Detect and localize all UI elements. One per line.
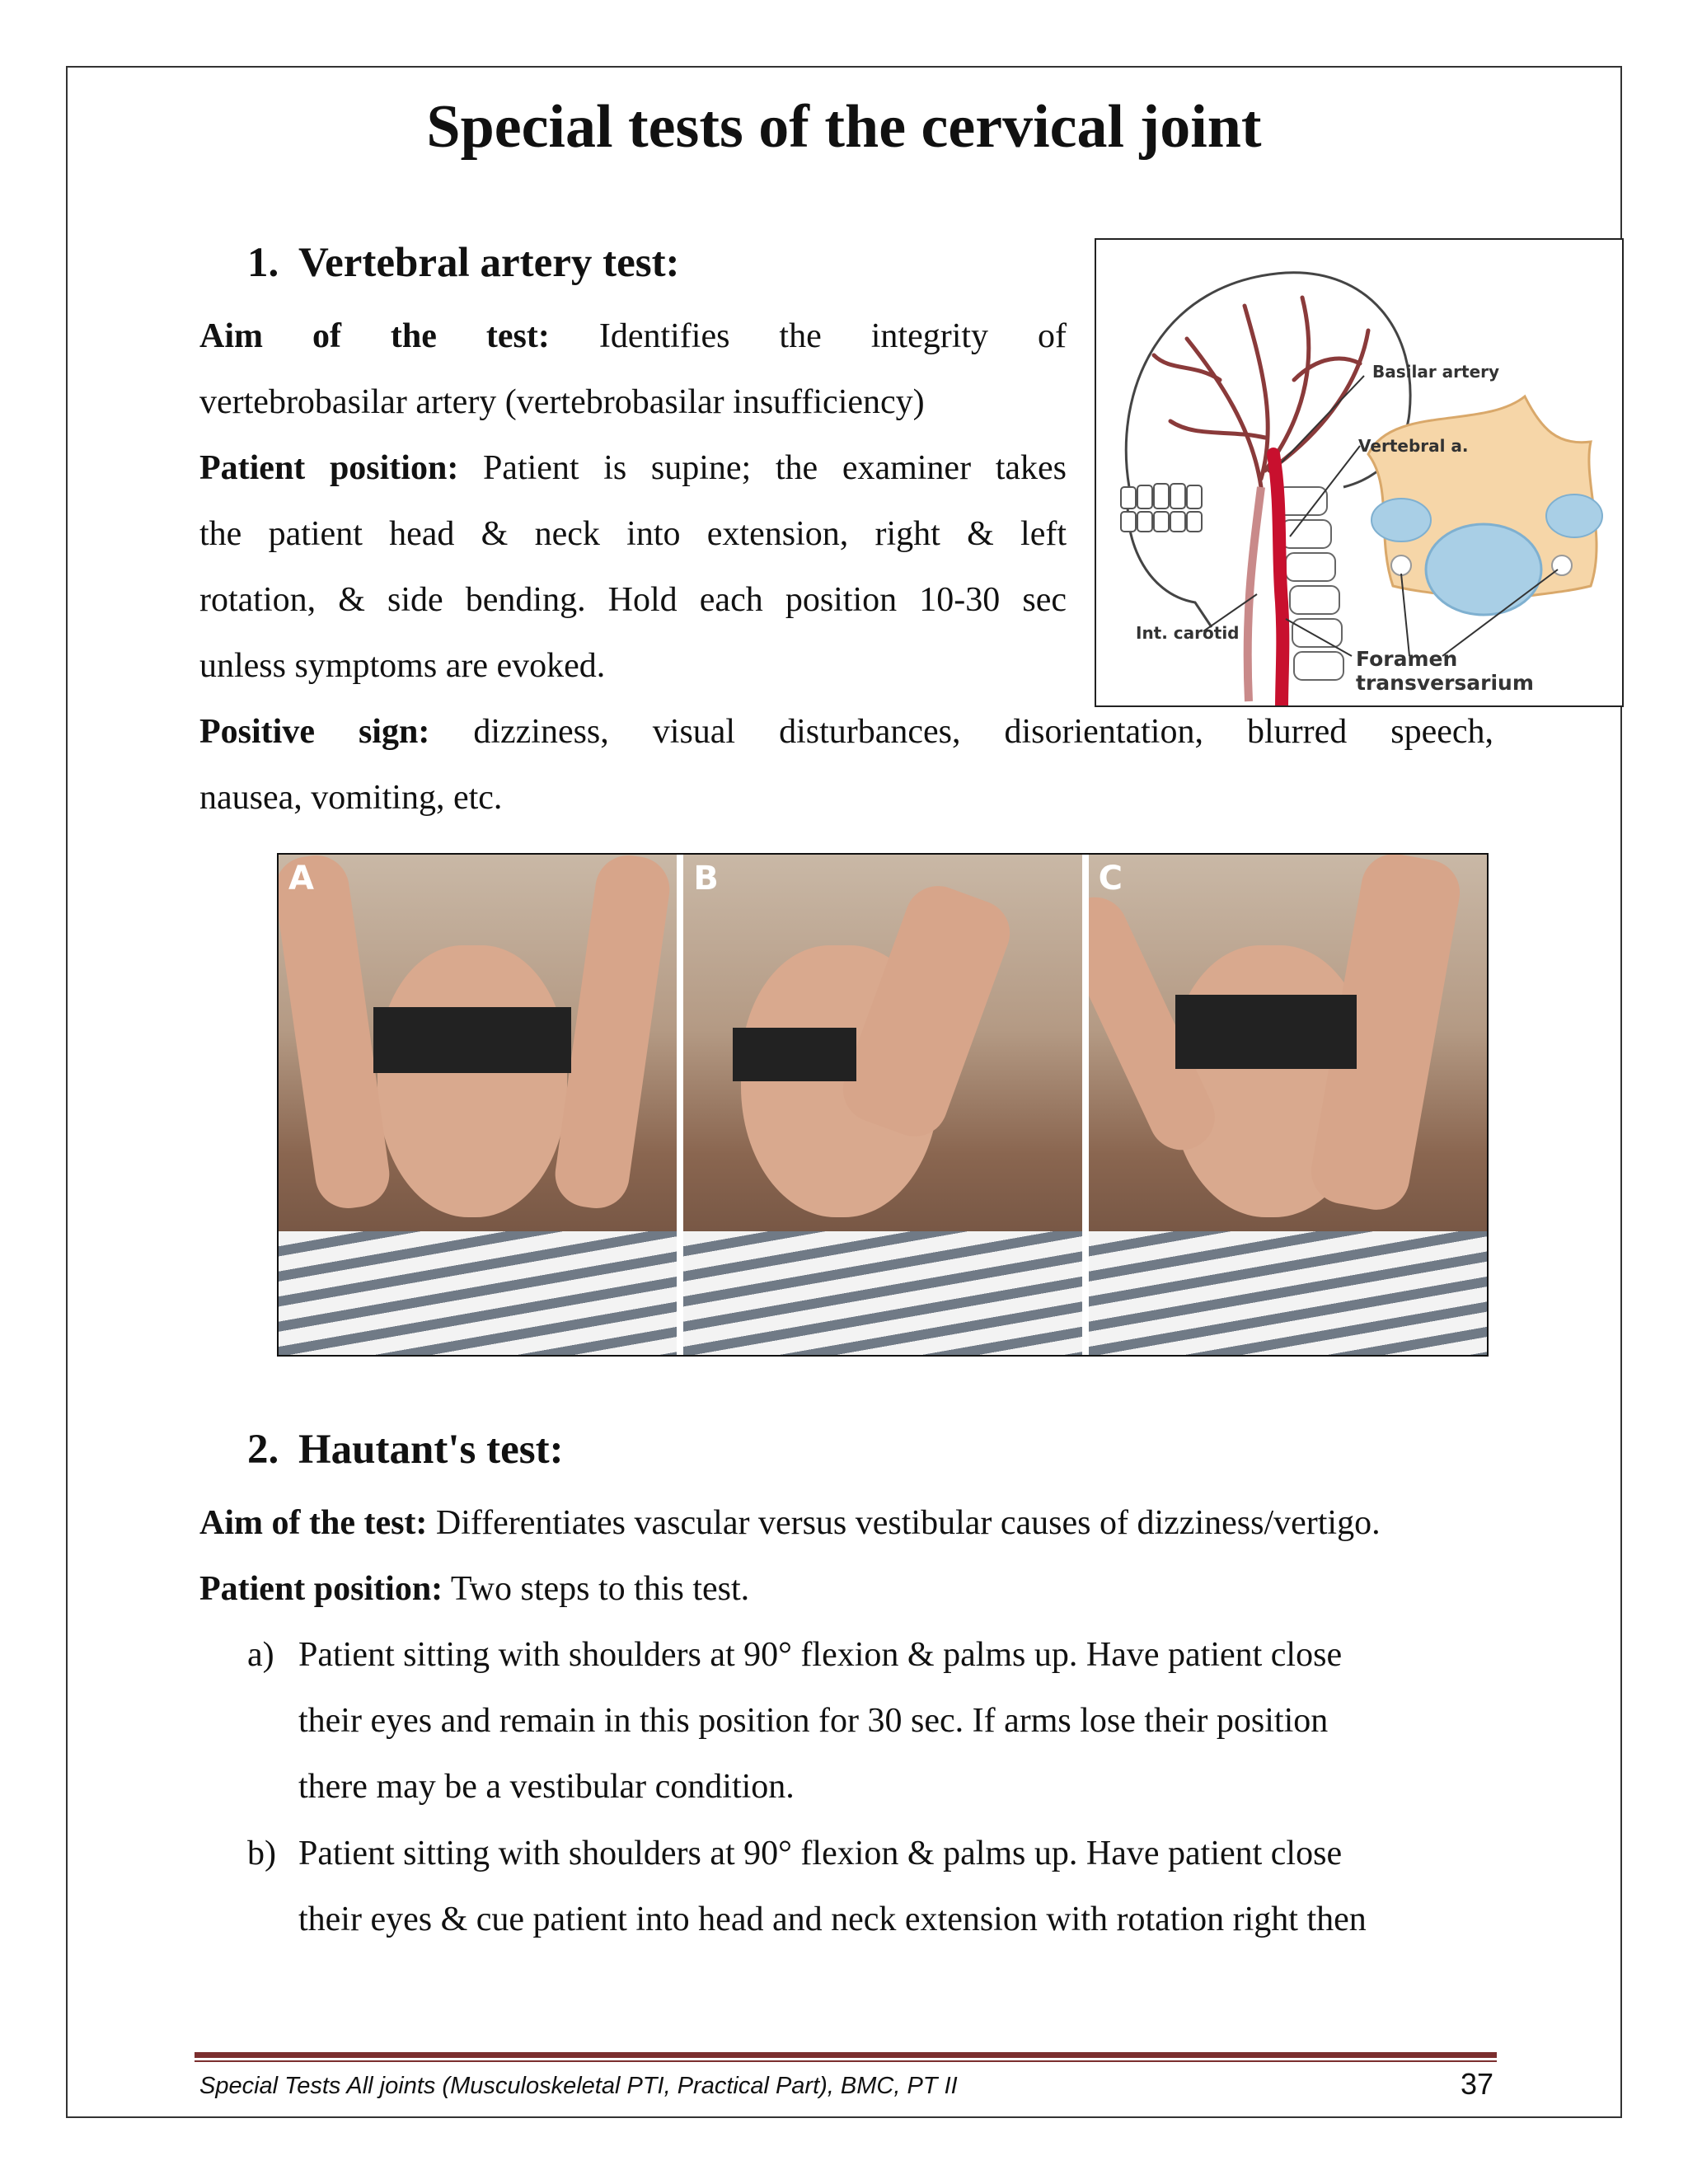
- photo-c: [1089, 855, 1487, 1355]
- patient-face: [377, 945, 567, 1217]
- step-line: there may be a vestibular condition.: [298, 1768, 795, 1806]
- label-vertebral-artery: Vertebral a.: [1358, 436, 1469, 456]
- list-marker: b): [247, 1835, 276, 1872]
- positive-sign-line2: nausea, vomiting, etc.: [199, 779, 503, 817]
- aim-paragraph-line1: [199, 303, 1067, 370]
- footer-rule: [195, 2052, 1497, 2058]
- step-a: [247, 1622, 1502, 1820]
- position-paragraph-line1: [199, 435, 1067, 502]
- hautant-aim: [199, 1490, 1535, 1557]
- step-line: Patient sitting with shoulders at 90° flexion & palms up. Have patient close: [298, 1636, 1343, 1674]
- positive-text: dizziness, visual disturbances, disorientation, blurred speech,: [473, 713, 1494, 751]
- position-text: Patient is supine; the examiner takes: [482, 449, 1067, 487]
- label-foramen-transversarium: Foramen transversarium: [1356, 647, 1534, 695]
- label-basilar-artery: Basilar artery: [1372, 362, 1500, 382]
- position-text: Two steps to this test.: [450, 1570, 750, 1608]
- position-paragraph-line3: rotation, & side bending. Hold each position 10-30 sec: [199, 581, 1067, 619]
- section-heading-vertebral-artery: [247, 239, 680, 287]
- aim-label: Aim of the test:: [199, 317, 550, 355]
- photo-label-b: B: [693, 860, 719, 898]
- aim-paragraph-line2: vertebrobasilar artery (vertebrobasilar insufficiency): [199, 383, 925, 421]
- footer-rule-thin: [195, 2060, 1497, 2062]
- patient-shirt: [279, 1231, 677, 1355]
- aim-label: Aim of the test:: [199, 1504, 428, 1542]
- footer-text: Special Tests All joints (Musculoskeletal PTI, Practical Part), BMC, PT II: [199, 2073, 958, 2099]
- step-line: their eyes & cue patient into head and neck extension with rotation right then: [298, 1900, 1367, 1938]
- position-label: Patient position:: [199, 1570, 443, 1608]
- section-title: Hautant's test:: [298, 1427, 564, 1473]
- page-title: Special tests of the cervical joint: [426, 93, 1262, 161]
- label-internal-carotid: Int. carotid: [1136, 623, 1240, 643]
- eye-censor-bar: [1175, 995, 1357, 1069]
- hautant-position: [199, 1556, 1535, 1623]
- anatomy-figure: [1095, 238, 1624, 707]
- section-number: 2.: [247, 1427, 279, 1473]
- section-title: Vertebral artery test:: [298, 240, 680, 286]
- photo-label-c: C: [1098, 860, 1123, 898]
- section-number: 1.: [247, 240, 279, 286]
- photo-a: [279, 855, 677, 1355]
- positive-sign-line1: [199, 699, 1493, 766]
- eye-censor-bar: [733, 1028, 856, 1081]
- photo-label-a: A: [288, 860, 314, 898]
- step-line: Patient sitting with shoulders at 90° flexion & palms up. Have patient close: [298, 1835, 1343, 1872]
- position-label: Patient position:: [199, 449, 459, 487]
- vertebral-artery-test-photos: [277, 853, 1489, 1357]
- position-paragraph-line4: unless symptoms are evoked.: [199, 647, 606, 685]
- eye-censor-bar: [373, 1007, 571, 1073]
- patient-shirt: [1089, 1231, 1487, 1355]
- aim-text: Identifies the integrity of: [598, 317, 1067, 355]
- patient-shirt: [683, 1231, 1081, 1355]
- page-number: 37: [1460, 2067, 1493, 2101]
- section-heading-hautant: [247, 1426, 564, 1474]
- aim-text: Differentiates vascular versus vestibular causes of dizziness/vertigo.: [435, 1504, 1381, 1542]
- step-line: their eyes and remain in this position for 30 sec. If arms lose their position: [298, 1702, 1329, 1740]
- photo-b: [683, 855, 1081, 1355]
- position-paragraph-line2: the patient head & neck into extension, right & left: [199, 515, 1067, 553]
- positive-label: Positive sign:: [199, 713, 430, 751]
- step-b: [247, 1821, 1502, 1952]
- list-marker: a): [247, 1636, 274, 1674]
